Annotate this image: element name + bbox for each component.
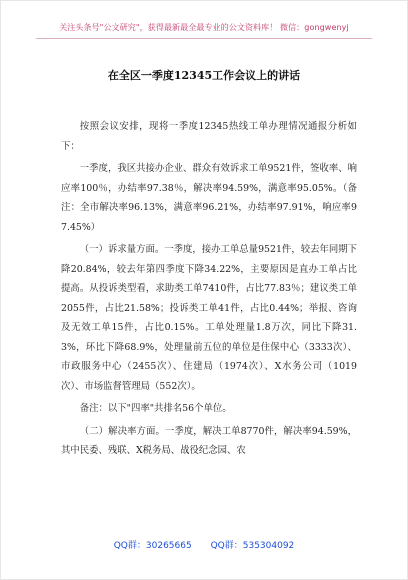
- paragraph-volume: （一）诉求量方面。一季度，接办工单总量9521件，较去年同期下降20.84%，较去年第四季度下降34.22%，主要原因是直办工单占比提高。从投诉类型看，求助类工单7410件，占比77.83％；建议类工单2055件，占比21.58%；投诉类工单41件，占比0.44%；举报、咨询及无效工单15件，占比0.15%。工单处理量1.8万次，同比下降31.3%，环比下降68.9%，处理量前五位的单位是住保中心（3333次）、市政服务中心（2455次）、住建局（1974次）、X水务公司（1019次）、市场监督管理局（552次）。: [61, 244, 357, 392]
- document-title: 在全区一季度12345工作会议上的讲话: [107, 69, 301, 82]
- footer-contact: [0, 538, 408, 551]
- document-body: [61, 117, 357, 461]
- footer-qq-group-1: QQ群：30265665: [113, 541, 192, 551]
- header-promo-note: 关注头条号"公文研究"，获得最新最全最专业的公文资料库！ 微信：gongwenyj: [59, 23, 349, 32]
- footer-qq-group-2: QQ群：535304092: [210, 541, 295, 551]
- paragraph-intro: 按照会议安排，现将一季度12345热线工单办理情况通报分析如下：: [61, 121, 357, 152]
- paragraph-summary: 一季度，我区共接办企业、群众有效诉求工单9521件，签收率、响应率100％，办结率97.38％，解决率94.59%，满意率95.05%。（备注：全市解决率96.13%，满意率96.21%，办结率97.91%，响应率97.45%）: [61, 163, 357, 233]
- paragraph-resolution: （二）解决率方面。一季度，解决工单8770件，解决率94.59%，其中民委、残联、X税务局、战役纪念园、农: [61, 425, 357, 456]
- header-divider: [36, 38, 372, 39]
- paragraph-note: 备注：以下"四率"共排名56个单位。: [79, 403, 232, 414]
